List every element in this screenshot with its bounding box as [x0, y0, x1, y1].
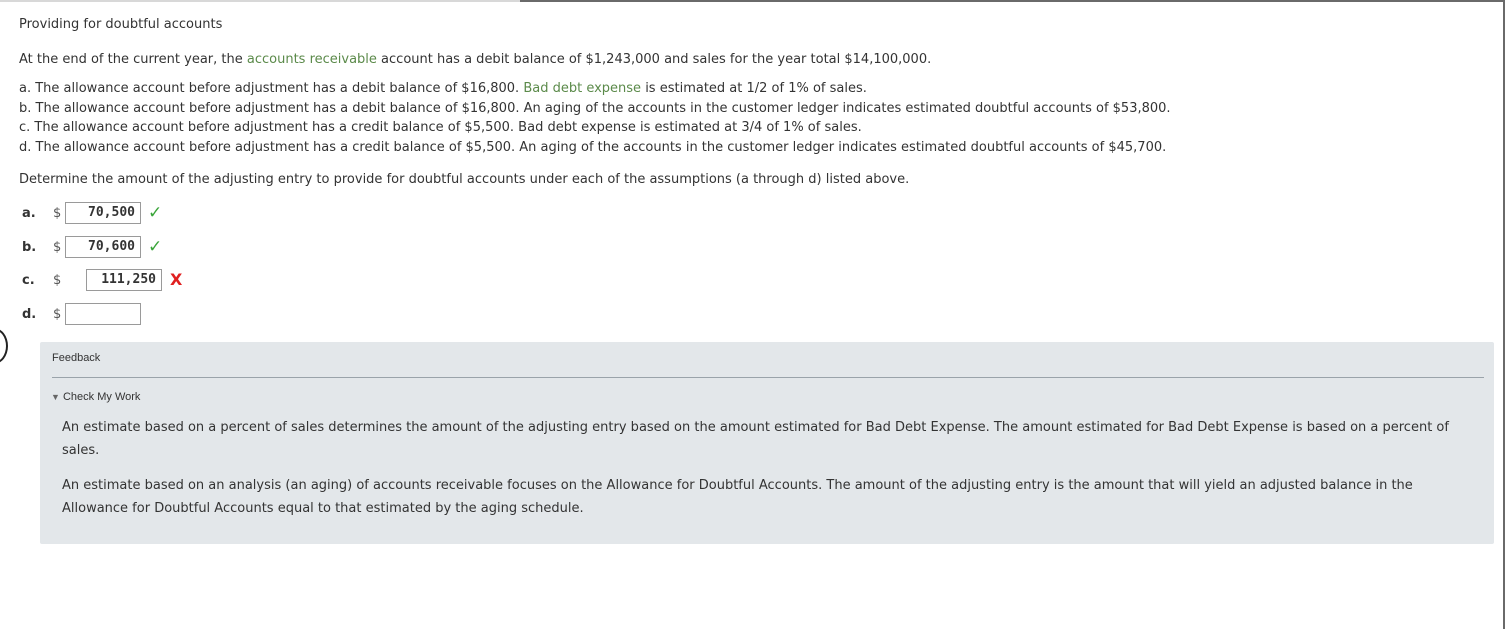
feedback-panel: [40, 342, 1494, 544]
problem-intro: [19, 52, 931, 67]
answer-b-letter: b.: [22, 240, 37, 255]
feedback-paragraph-1: An estimate based on a percent of sales determines the amount of the adjusting entry based on the amount estimated for Bad Debt Expense. The amount estimated for Bad Debt Expense is based on a percent of sales.: [62, 420, 1449, 458]
assumption-d: d. The allowance account before adjustment has a credit balance of $5,500. An aging of the accounts in the customer ledger indicates estimated doubtful accounts of $45,700.: [19, 139, 1167, 155]
top-border-highlight: [0, 0, 520, 2]
assumption-a: [19, 80, 1171, 100]
assumption-c: c. The allowance account before adjustment has a credit balance of $5,500. Bad debt expense is estimated at 3/4 of 1% of sales.: [19, 120, 862, 136]
answer-d-letter: d.: [22, 307, 37, 322]
answer-d-input[interactable]: [65, 303, 141, 325]
check-my-work-label: Check My Work: [62, 391, 141, 403]
instruction-text: Determine the amount of the adjusting entry to provide for doubtful accounts under each of the assumptions (a through d) listed above.: [19, 172, 910, 187]
assumption-b: b. The allowance account before adjustment has a debit balance of $16,800. An aging of the accounts in the customer ledger indicates estimated doubtful accounts of $53,800.: [19, 100, 1171, 116]
answer-b-input[interactable]: 70,600: [65, 236, 141, 258]
check-my-work-toggle[interactable]: [51, 391, 140, 403]
problem-title: Providing for doubtful accounts: [19, 17, 223, 32]
bad-debt-expense-link[interactable]: Bad debt expense: [523, 81, 642, 96]
answer-b-currency: $: [53, 240, 62, 255]
assumption-a-before: a. The allowance account before adjustment has a debit balance of $16,800.: [19, 81, 524, 96]
answer-a-letter: a.: [22, 206, 36, 221]
answer-c-letter: c.: [22, 273, 35, 288]
checkmark-icon: ✓: [148, 237, 163, 257]
feedback-divider: [52, 377, 1484, 378]
answer-a-currency: $: [53, 206, 62, 221]
assumption-a-after: is estimated at 1/2 of 1% of sales.: [641, 81, 867, 96]
answer-d-currency: $: [53, 307, 62, 322]
answer-c-currency: $: [53, 273, 62, 288]
accounts-receivable-link[interactable]: accounts receivable: [246, 52, 377, 67]
answer-c-input[interactable]: 111,250: [86, 269, 162, 291]
intro-text-after: account has a debit balance of $1,243,000 and sales for the year total $14,100,000.: [376, 52, 932, 67]
left-edge-circle: [0, 328, 8, 364]
feedback-paragraph-2: An estimate based on an analysis (an aging) of accounts receivable focuses on the Allowance for Doubtful Accounts. The amount of the adjusting entry is the amount that will yield an adjusted balance in the Allowance for Doubtful Accounts equal to that estimated by the aging schedule.: [62, 478, 1413, 516]
checkmark-icon: ✓: [148, 203, 163, 223]
cross-icon: X: [170, 270, 183, 289]
triangle-down-icon: ▼: [51, 392, 60, 402]
assumptions-list: [19, 80, 1171, 158]
feedback-title: Feedback: [52, 352, 101, 364]
answer-a-input[interactable]: 70,500: [65, 202, 141, 224]
intro-text-before: At the end of the current year, the: [19, 52, 247, 67]
